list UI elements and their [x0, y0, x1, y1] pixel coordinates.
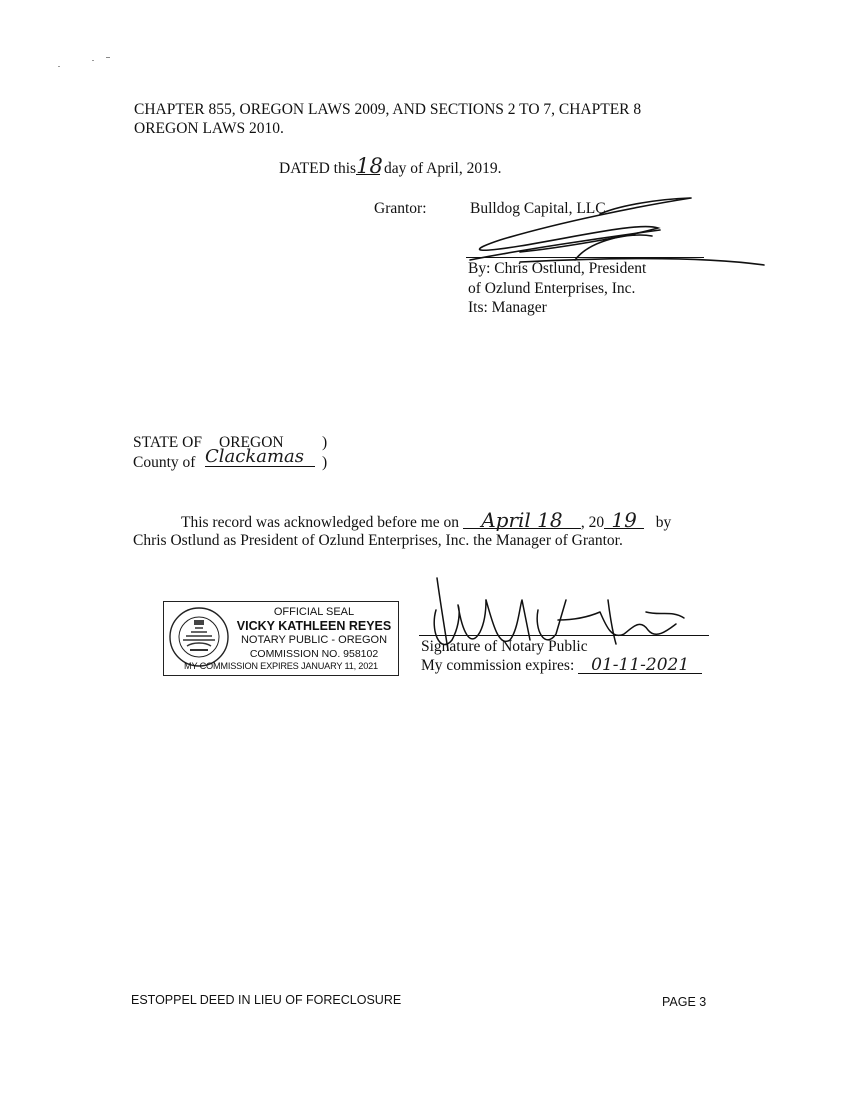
heading-line-2: OREGON LAWS 2010. — [134, 120, 284, 137]
grantor-label: Grantor: — [374, 200, 427, 217]
seal-title: OFFICIAL SEAL — [273, 606, 355, 618]
state-paren: ) — [322, 434, 328, 451]
footer-page-number: PAGE 3 — [662, 995, 707, 1009]
acknowledgment-line-2: Chris Ostlund as President of Ozlund Enterprises, Inc. the Manager of Grantor. — [133, 532, 623, 549]
grantor-its-line: Its: Manager — [468, 299, 547, 316]
ack-date-handwritten: April 18 — [463, 512, 581, 529]
heading-line-1: CHAPTER 855, OREGON LAWS 2009, AND SECTIONS 2 TO 7, CHAPTER 8 — [134, 101, 642, 118]
ack-year-handwritten: 19 — [604, 512, 644, 529]
ack-suffix: by — [655, 514, 672, 531]
county-label: County of — [133, 454, 196, 471]
seal-notary-name: VICKY KATHLEEN REYES — [236, 619, 392, 633]
commission-expires-label: My commission expires: — [421, 657, 575, 674]
grantor-name: Bulldog Capital, LLC — [470, 200, 606, 217]
seal-expiration: MY COMMISSION EXPIRES JANUARY 11, 2021 — [184, 661, 378, 671]
state-label: STATE OF — [133, 434, 202, 451]
seal-commission-number: COMMISSION NO. 958102 — [249, 648, 379, 660]
dated-day-handwritten: 18 — [356, 154, 383, 178]
footer-title: ESTOPPEL DEED IN LIEU OF FORECLOSURE — [131, 993, 402, 1007]
grantor-of-line: of Ozlund Enterprises, Inc. — [468, 280, 636, 297]
state-value: OREGON — [219, 434, 284, 451]
dated-prefix: DATED this — [279, 160, 357, 177]
notary-signature-line — [419, 635, 709, 636]
commission-expires-handwritten: 01-11-2021 — [578, 657, 702, 674]
county-paren: ) — [322, 454, 328, 471]
seal-notary-public-oregon: NOTARY PUBLIC - OREGON — [240, 634, 388, 646]
grantor-by-line: By: Chris Ostlund, President — [468, 260, 647, 277]
ack-prefix: This record was acknowledged before me on — [181, 514, 460, 531]
notary-signature-label: Signature of Notary Public — [421, 638, 588, 655]
county-value-handwritten: Clackamas — [205, 448, 315, 467]
dated-suffix: day of April, 2019. — [383, 160, 502, 177]
ack-year-prefix: , 20 — [580, 514, 605, 531]
commission-expires-line — [421, 657, 702, 675]
